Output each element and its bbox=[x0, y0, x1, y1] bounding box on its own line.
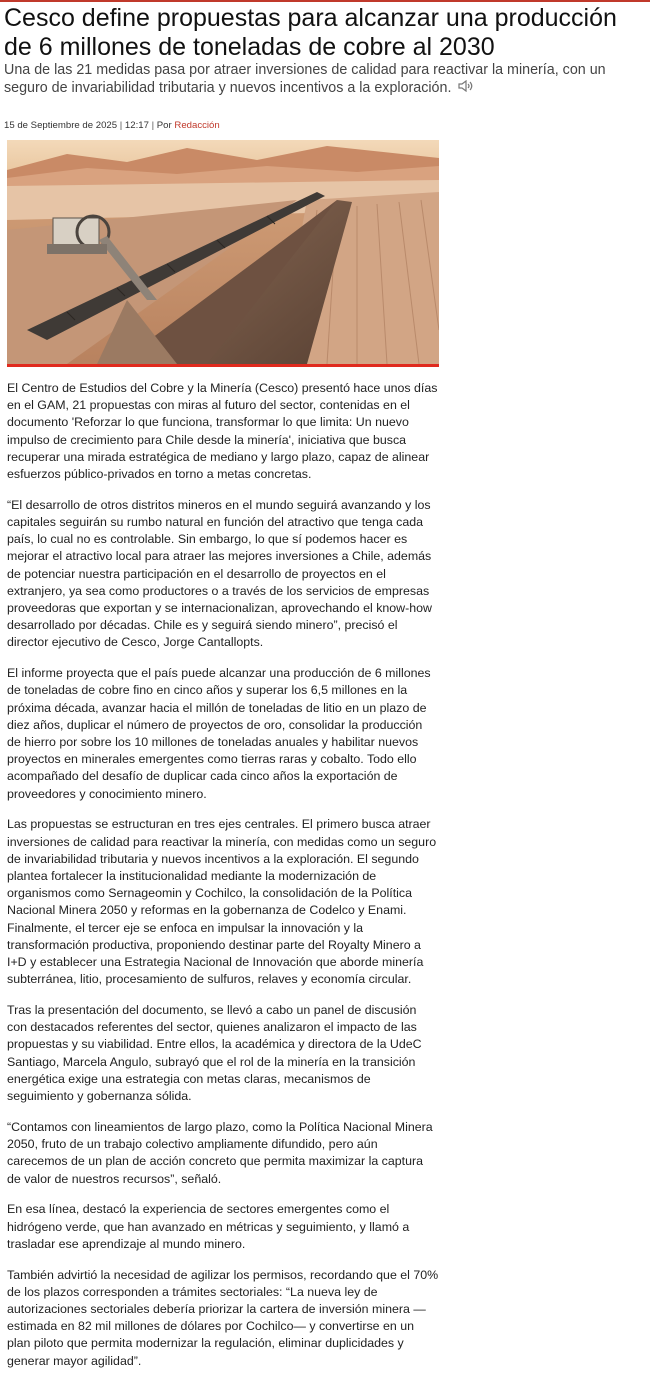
article-paragraph: El informe proyecta que el país puede alcanzar una producción de 6 millones de toneladas de cobre fino en cinco años y superar los 6,5 millones en la próxima década, avanzar hacia el millón de toneladas de litio en un plazo de diez años, duplicar el número de proyectos de oro, consolidar la producción de hierro por sobre los 10 millones de toneladas anuales y habilitar nuevos proyectos en minerales emergentes como tierras raras y cobalto. Todo ello acompañado del desafío de duplicar cada cinco años la exportación de proveedores y conocimiento minero. bbox=[7, 666, 431, 801]
article-paragraph: También advirtió la necesidad de agilizar los permisos, recordando que el 70% de los plazos corresponden a trámites sectoriales: “La nueva ley de autorizaciones sectoriales debería priorizar la cartera de inversión minera —estimada en 82 mil millones de dólares por Cochilco— y convertirse en un plan piloto que permita modernizar la regulación, eliminar duplicidades y generar mayor agilidad”. bbox=[7, 1267, 439, 1368]
article-body bbox=[7, 380, 439, 1383]
article-time: 12:17 bbox=[124, 120, 149, 131]
meta-separator: | bbox=[119, 120, 125, 131]
top-accent-rule bbox=[0, 0, 650, 2]
mine-conveyor-illustration bbox=[7, 140, 439, 364]
article-headline: Cesco define propuestas para alcanzar una producción de 6 millones de toneladas de cobre al 2030 bbox=[4, 4, 617, 61]
speaker-icon[interactable] bbox=[458, 79, 474, 97]
article-paragraph: Tras la presentación del documento, se llevó a cabo un panel de discusión con destacados referentes del sector, quienes analizaron el impacto de las propuestas y su viabilidad. Entre ellos, la académica y directora de la UdeC Santiago, Marcela Angulo, subrayó que el rol de la minería en la transición energética exige una estrategia con metas claras, mecanismos de seguimiento y gobernanza sólida. bbox=[7, 1003, 422, 1104]
author-link[interactable]: Redacción bbox=[174, 120, 220, 131]
article-date: 15 de Septiembre de 2025 bbox=[4, 120, 118, 131]
meta-separator: | bbox=[151, 120, 157, 131]
article-subtitle bbox=[4, 61, 646, 97]
article-paragraph: Las propuestas se estructuran en tres ejes centrales. El primero busca atraer inversiones de calidad para reactivar la minería, con medidas como un seguro de invariabilidad tributaria y nuevos incentivos a la exploración. El segundo plantea fortalecer la institucionalidad mediante la modernización de organismos como Sernageomin y Cochilco, la consolidación de la Política Nacional Minera 2050 y reformas en la gobernanza de Codelco y Enami. Finalmente, el tercer eje se enfoca en impulsar la innovación y la transformación productiva, proponiendo destinar parte del Royalty Minero a I+D y establecer una Estrategia Nacional de Innovación que aborde minería subterránea, litio, procesamiento de sulfuros, relaves y economía circular. bbox=[7, 817, 437, 987]
article-subtitle-text: Una de las 21 medidas pasa por atraer inversiones de calidad para reactivar la minería, con un seguro de invariabilidad tributaria y nuevos incentivos a la exploración. bbox=[4, 62, 606, 96]
article-paragraph: En esa línea, destacó la experiencia de sectores emergentes como el hidrógeno verde, que han avanzado en métricas y seguimiento, y llamó a trasladar ese aprendizaje al mundo minero. bbox=[7, 1202, 410, 1251]
by-label: Por bbox=[156, 120, 172, 131]
article-paragraph: “El desarrollo de otros distritos mineros en el mundo seguirá avanzando y los capitales seguirán su rumbo natural en función del atractivo que tenga cada país, lo cual no es controlable. Sin embargo, lo que sí podemos hacer es mejorar el atractivo local para atraer las mejores inversiones a Chile, además de potenciar nuestra participación en el desarrollo de proyectos en el extranjero, ya sea como productores o a través de los servicios de empresas proveedoras que exportan y se internacionalizan, aprovechando el know-how desarrollado por décadas. Chile es y seguirá siendo minero”, precisó el director ejecutivo de Cesco, Jorge Cantallopts. bbox=[7, 497, 432, 650]
article-paragraph: “Contamos con lineamientos de largo plazo, como la Política Nacional Minera 2050, fruto de un trabajo colectivo ampliamente difundido, pero aún carecemos de un plan de acción concreto que permita maximizar la captura de valor de nuestros recursos”, señaló. bbox=[7, 1119, 433, 1186]
hero-image bbox=[7, 140, 439, 367]
article-paragraph: El Centro de Estudios del Cobre y la Minería (Cesco) presentó hace unos días en el GAM, 21 propuestas con miras al futuro del sector, contenidas en el documento 'Reforzar lo que funciona, transformar lo que limita: Un nuevo impulso de crecimiento para Chile desde la minería', iniciativa que busca recuperar una mirada estratégica de mediano y largo plazo, capaz de alinear esfuerzos público-privados en torno a metas concretas. bbox=[7, 381, 438, 482]
article-meta bbox=[4, 120, 504, 132]
